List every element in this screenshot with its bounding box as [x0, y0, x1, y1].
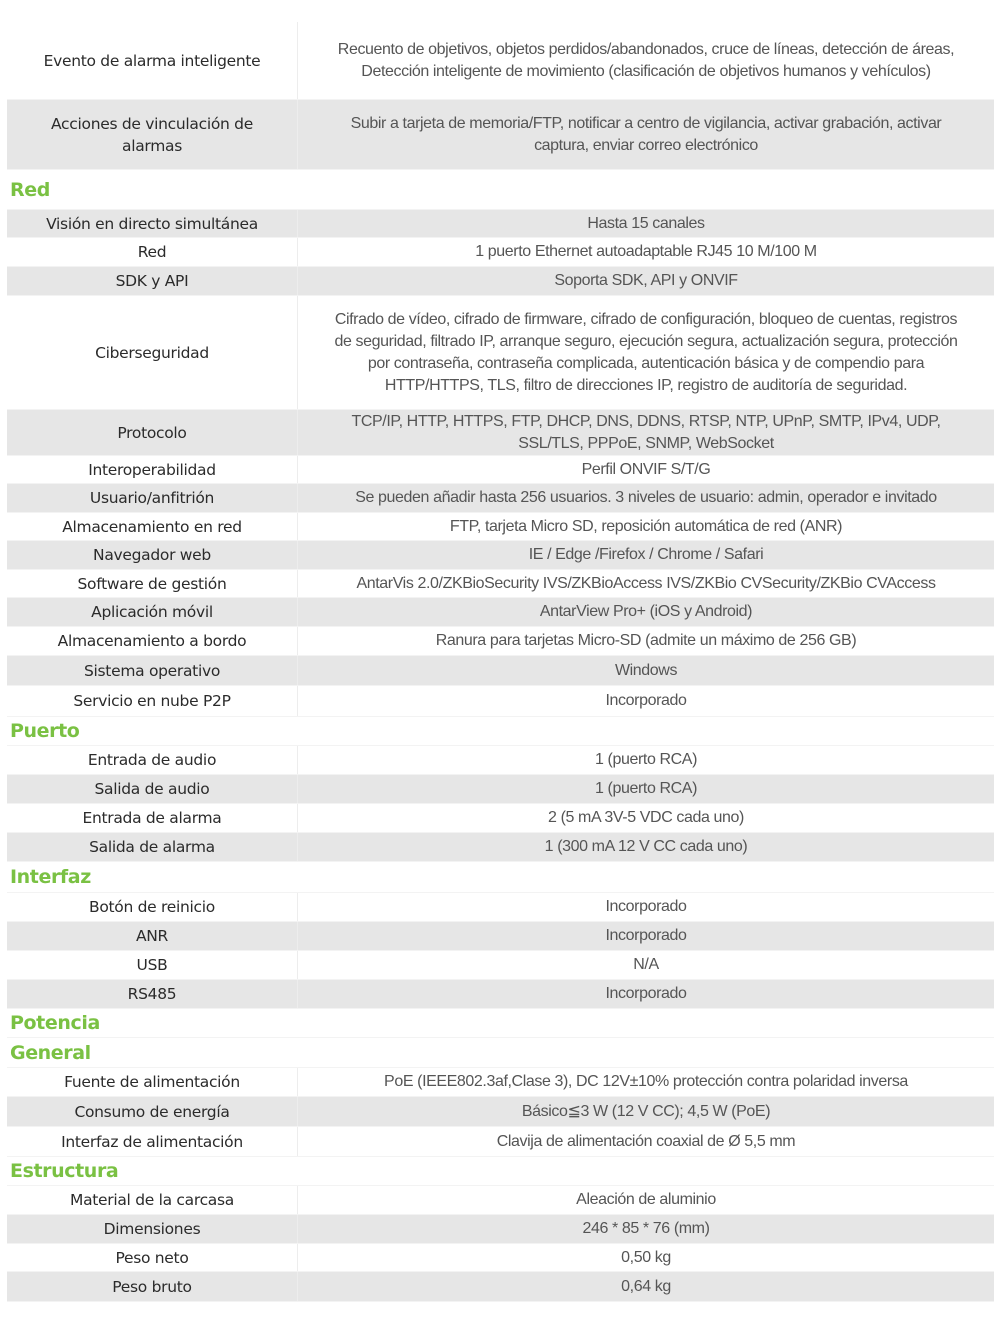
spec-value: Windows [297, 656, 994, 685]
spec-value: 2 (5 mA 3V-5 VDC cada uno) [297, 804, 994, 832]
spec-value: Recuento de objetivos, objetos perdidos/abandonados, cruce de líneas, detección de áreas, Detección inteligente de movimiento (clasificación de objetivos humanos y vehículos) [297, 22, 994, 99]
spec-row-vision-en-directo-simultanea [7, 210, 994, 238]
spec-label: Aplicación móvil [91, 603, 213, 621]
spec-row-evento-de-alarma-inteligente [7, 22, 994, 100]
spec-label: Botón de reinicio [89, 898, 215, 916]
spec-row-consumo-de-energia [7, 1097, 994, 1127]
section-title-red: Red [7, 170, 994, 210]
spec-row-red [7, 238, 994, 267]
spec-label: Almacenamiento en red [62, 517, 242, 536]
spec-row-servicio-en-nube-p2p [7, 686, 994, 717]
spec-row-boton-de-reinicio [7, 893, 994, 922]
spec-row-interoperabilidad [7, 456, 994, 484]
spec-value: Soporta SDK, API y ONVIF [297, 267, 994, 295]
spec-value: 1 (puerto RCA) [297, 775, 994, 803]
spec-value: Hasta 15 canales [297, 210, 994, 237]
spec-value: 0,64 kg [297, 1272, 994, 1301]
spec-value: Perfil ONVIF S/T/G [297, 456, 994, 483]
spec-row-sdk-y-api [7, 267, 994, 296]
spec-value: Incorporado [297, 922, 994, 950]
spec-sheet [7, 22, 994, 1302]
spec-label: Consumo de energía [74, 1102, 230, 1121]
spec-label: Material de la carcasa [70, 1191, 234, 1209]
spec-value: FTP, tarjeta Micro SD, reposición automática de red (ANR) [297, 513, 994, 540]
spec-label: Peso bruto [112, 1277, 192, 1296]
spec-row-salida-de-alarma [7, 833, 994, 862]
spec-label: RS485 [127, 985, 177, 1003]
spec-row-entrada-de-audio [7, 746, 994, 775]
spec-value: 246 * 85 * 76 (mm) [297, 1215, 994, 1243]
spec-row-usb [7, 951, 994, 980]
spec-label: Fuente de alimentación [64, 1073, 240, 1091]
spec-row-entrada-de-alarma [7, 804, 994, 833]
spec-label: Protocolo [117, 423, 187, 442]
spec-value: PoE (IEEE802.3af,Clase 3), DC 12V±10% protección contra polaridad inversa [297, 1068, 994, 1096]
section-title-estructura: Estructura [7, 1157, 994, 1186]
spec-row-material-de-la-carcasa [7, 1186, 994, 1215]
spec-row-software-de-gestion [7, 570, 994, 598]
spec-row-sistema-operativo [7, 656, 994, 686]
spec-label: Ciberseguridad [95, 343, 209, 362]
spec-label: Visión en directo simultánea [46, 214, 258, 233]
spec-value: Ranura para tarjetas Micro-SD (admite un máximo de 256 GB) [297, 627, 994, 655]
spec-row-fuente-de-alimentacion [7, 1068, 994, 1097]
spec-label: Usuario/anfitrión [89, 489, 215, 507]
spec-label: Red [137, 243, 167, 261]
spec-label: Evento de alarma inteligente [43, 51, 261, 70]
spec-value: 1 (puerto RCA) [297, 746, 994, 774]
spec-row-peso-bruto [7, 1272, 994, 1302]
spec-value: Aleación de aluminio [297, 1186, 994, 1214]
spec-row-rs485 [7, 980, 994, 1009]
spec-label: Entrada de audio [87, 751, 217, 769]
spec-value: 1 (300 mA 12 V CC cada uno) [297, 833, 994, 861]
spec-value: N/A [297, 951, 994, 979]
spec-value: TCP/IP, HTTP, HTTPS, FTP, DHCP, DNS, DDNS, RTSP, NTP, UPnP, SMTP, IPv4, UDP, SSL/TLS, PPPoE, SNMP, WebSocket [297, 410, 994, 455]
section-title-potencia: Potencia [7, 1009, 994, 1038]
spec-label: Peso neto [115, 1248, 189, 1267]
spec-row-anr [7, 922, 994, 951]
spec-row-ciberseguridad [7, 296, 994, 410]
spec-row-protocolo [7, 410, 994, 456]
spec-value: Incorporado [297, 980, 994, 1008]
spec-label: Salida de alarma [89, 838, 215, 856]
spec-row-almacenamiento-en-red [7, 513, 994, 541]
spec-value: Se pueden añadir hasta 256 usuarios. 3 niveles de usuario: admin, operador e invitado [297, 484, 994, 512]
spec-label: Almacenamiento a bordo [57, 632, 247, 650]
spec-label: Interoperabilidad [88, 460, 216, 479]
spec-label: Interfaz de alimentación [61, 1132, 243, 1151]
spec-row-salida-de-audio [7, 775, 994, 804]
spec-label: ANR [135, 927, 169, 945]
spec-label: USB [136, 956, 168, 974]
spec-value: Incorporado [297, 893, 994, 921]
spec-label: Sistema operativo [83, 661, 221, 680]
spec-row-navegador-web [7, 541, 994, 570]
spec-value: IE / Edge /Firefox / Chrome / Safari [297, 541, 994, 569]
spec-value: Incorporado [297, 686, 994, 716]
spec-value: Subir a tarjeta de memoria/FTP, notificar a centro de vigilancia, activar grabación, activar captura, enviar correo electrónico [297, 100, 994, 169]
section-title-general: General [7, 1038, 994, 1068]
spec-row-interfaz-de-alimentacion [7, 1127, 994, 1157]
spec-label: Salida de audio [94, 780, 210, 798]
spec-label: Servicio en nube P2P [73, 692, 231, 710]
spec-row-aplicacion-movil [7, 598, 994, 627]
spec-value: 1 puerto Ethernet autoadaptable RJ45 10 M/100 M [297, 238, 994, 266]
spec-row-almacenamiento-a-bordo [7, 627, 994, 656]
spec-value: 0,50 kg [297, 1244, 994, 1271]
spec-value: Clavija de alimentación coaxial de Ø 5,5 mm [297, 1127, 994, 1156]
spec-row-acciones-de-vinculacion-de-alarmas [7, 100, 994, 170]
spec-value: Cifrado de vídeo, cifrado de firmware, cifrado de configuración, bloqueo de cuentas, registros de seguridad, filtrado IP, arranque seguro, ejecución segura, actualización segura, protección por contraseña, contraseña complicada, autenticación básica y de compendio para HTTP/HTTPS, TLS, filtro de direcciones IP, registro de auditoría de seguridad. [297, 296, 994, 409]
spec-label: Software de gestión [77, 574, 227, 593]
section-title-interfaz: Interfaz [7, 862, 994, 893]
spec-label: Entrada de alarma [82, 809, 222, 827]
spec-label: Dimensiones [103, 1220, 201, 1238]
spec-label: Acciones de vinculación de alarmas [51, 114, 253, 155]
spec-value: AntarView Pro+ (iOS y Android) [297, 598, 994, 626]
spec-label: SDK y API [115, 272, 189, 290]
spec-value: Básico≦3 W (12 V CC); 4,5 W (PoE) [297, 1097, 994, 1126]
spec-value: AntarVis 2.0/ZKBioSecurity IVS/ZKBioAccess IVS/ZKBio CVSecurity/ZKBio CVAccess [297, 570, 994, 597]
spec-row-dimensiones [7, 1215, 994, 1244]
spec-label: Navegador web [93, 546, 211, 564]
spec-row-usuario-anfitrion [7, 484, 994, 513]
section-title-puerto: Puerto [7, 717, 994, 746]
spec-row-peso-neto [7, 1244, 994, 1272]
